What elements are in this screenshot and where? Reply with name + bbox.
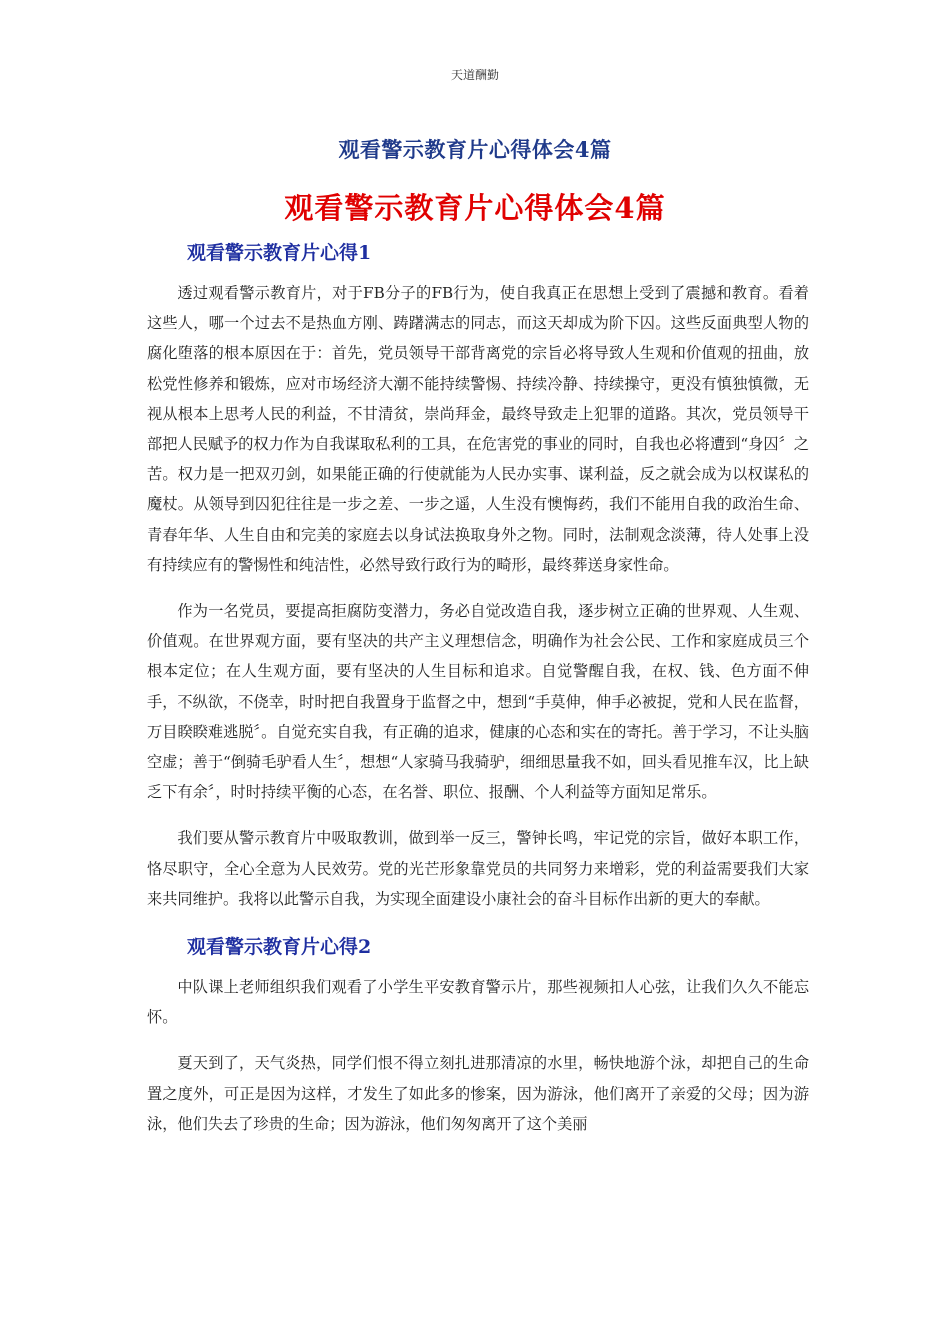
- paragraph: 透过观看警示教育片，对于FB分子的FB行为，使自我真正在思想上受到了震撼和教育。看着这些人，哪一个过去不是热血方刚、踌躇满志的同志，而这天却成为阶下囚。这些反面典型人物的腐化堕落的根本原因在于：首先，党员领导干部背离党的宗旨必将导致人生观和价值观的扭曲，放松党性修养和锻炼，应对市场经济大潮不能持续警惕、持续冷静、持续操守，更没有慎独慎微，无视从根本上思考人民的利益，不甘清贫，崇尚拜金，最终导致走上犯罪的道路。其次，党员领导干部把人民赋予的权力作为自我谋取私利的工具，在危害党的事业的同时，自我也必将遭到“身囚〞之苦。权力是一把双刃剑，如果能正确的行使就能为人民办实事、谋利益，反之就会成为以权谋私的魔杖。从领导到囚犯往往是一步之差、一步之遥，人生没有懊悔药，我们不能用自我的政治生命、青春年华、人生自由和完美的家庭去以身试法换取身外之物。同时，法制观念淡薄，待人处事上没有持续应有的警惕性和纯洁性，必然导致行政行为的畸形，最终葬送身家性命。: [147, 284, 809, 574]
- document-title: 观看警示教育片心得体会4篇: [338, 137, 612, 162]
- section-1: [147, 238, 809, 914]
- paragraph: 我们要从警示教育片中吸取教训，做到举一反三，警钟长鸣，牢记党的宗旨，做好本职工作，恪尽职守，全心全意为人民效劳。党的光芒形象靠党员的共同努力来增彩，党的利益需要我们大家来共同维护。我将以此警示自我，为实现全面建设小康社会的奋斗目标作出新的更大的奉献。: [147, 829, 809, 908]
- section-heading: 观看警示教育片心得2: [187, 936, 372, 959]
- section-heading: 观看警示教育片心得1: [187, 242, 372, 264]
- paragraph: 作为一名党员，要提高拒腐防变潜力，务必自觉改造自我，逐步树立正确的世界观、人生观、价值观。在世界观方面，要有坚决的共产主义理想信念，明确作为社会公民、工作和家庭成员三个根本定位；在人生观方面，要有坚决的人生目标和追求。自觉警醒自我，在权、钱、色方面不伸手，不纵欲，不侥幸，时时把自我置身于监督之中，想到“手莫伸，伸手必被捉，党和人民在监督，万目睽睽难逃脱〞。自觉充实自我，有正确的追求，健康的心态和实在的寄托。善于学习，不让头脑空虚；善于“倒骑毛驴看人生〞，想想“人家骑马我骑驴，细细思量我不如，回头看见推车汉，比上缺乏下有余〞，时时持续平衡的心态，在名誉、职位、报酬、个人利益等方面知足常乐。: [147, 602, 809, 802]
- section-2: [147, 932, 809, 1139]
- document-body: [147, 238, 809, 1155]
- document-main-title: 观看警示教育片心得体会4篇: [284, 191, 666, 225]
- paragraph: 中队课上老师组织我们观看了小学生平安教育警示片，那些视频扣人心弦，让我们久久不能忘怀。: [147, 978, 809, 1027]
- paragraph: 夏天到了，天气炎热，同学们恨不得立刻扎进那清凉的水里，畅快地游个泳，却把自己的生命置之度外，可正是因为这样，才发生了如此多的惨案，因为游泳，他们离开了亲爱的父母；因为游泳，他们失去了珍贵的生命；因为游泳，他们匆匆离开了这个美丽: [147, 1054, 809, 1133]
- running-header: 天道酬勤: [450, 68, 499, 82]
